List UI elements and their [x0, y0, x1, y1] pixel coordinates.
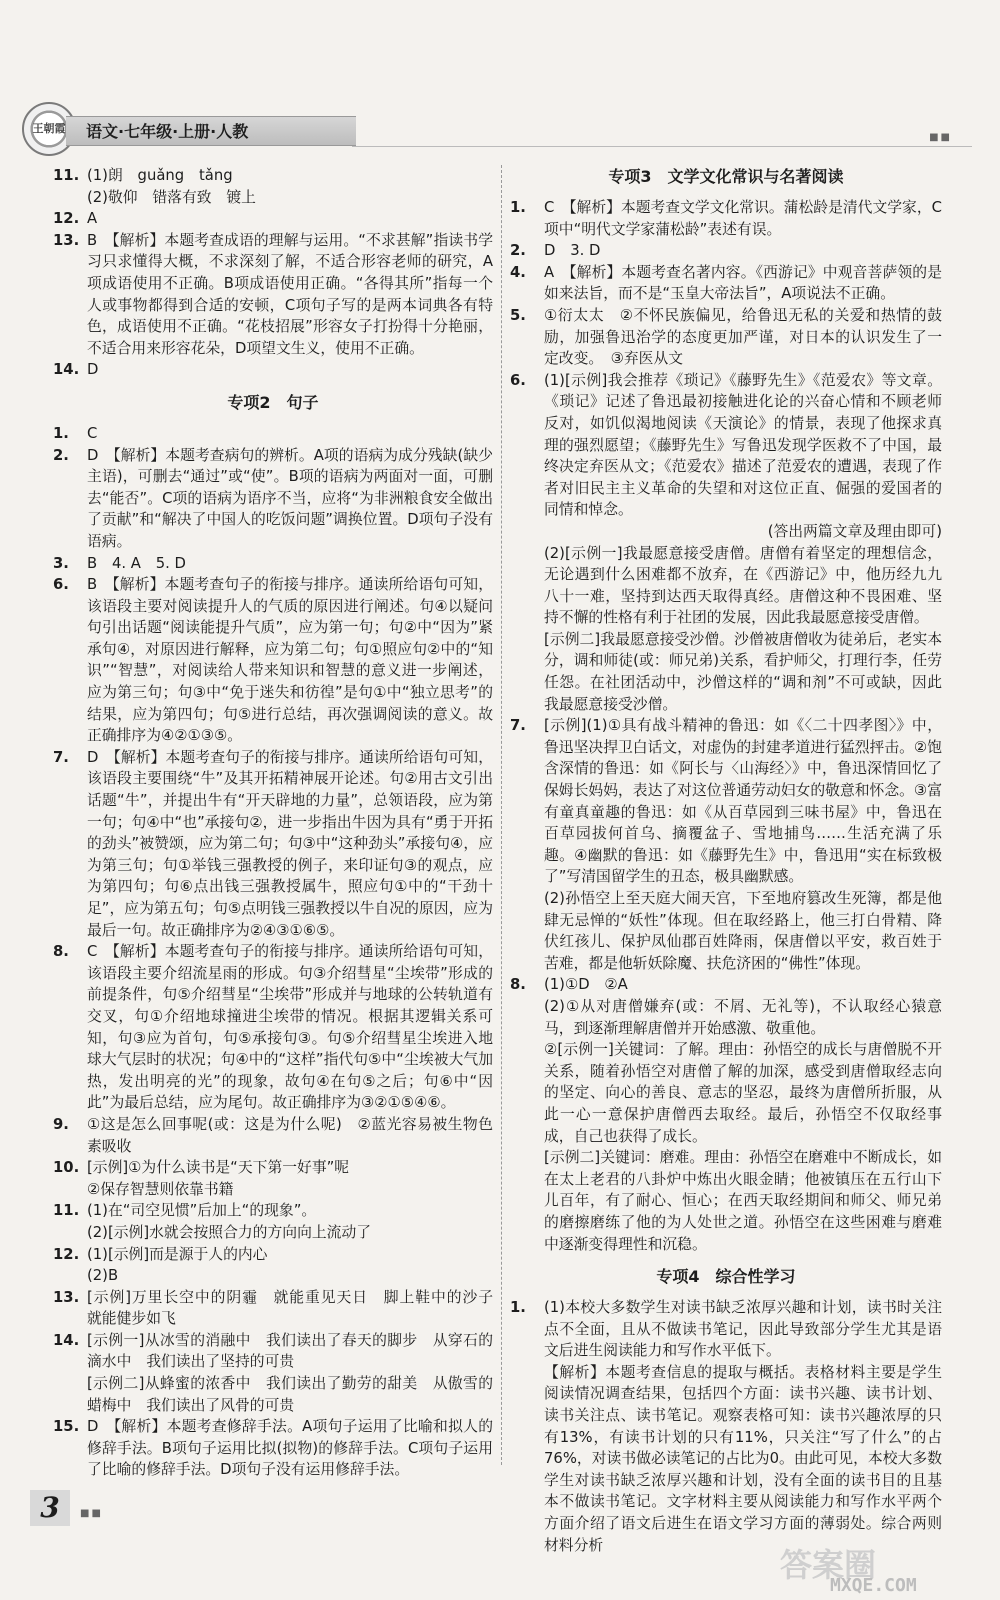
answer-number: 3.: [53, 554, 69, 572]
watermark-url: MXQE.COM: [830, 1575, 917, 1596]
answer-line: B 【解析】本题考查句子的衔接与排序。通读所给语句可知，该语段主要对阅读提升人的气质的原因进行阐述。句④以疑问句引出话题“阅读能提升气质”，应为第一句；句②中“因为”紧承句④，对原因进行解释，应为第二句；句①照应句②中的“知识”“智慧”，对阅读给人带来知识和智慧的意义进一步阐述，应为第三句；句③中“免于迷失和彷徨”是句①中“独立思考”的结果，应为第四句；句⑤进行总结，再次强调阅读的意义。故正确排序为④②①③⑤。: [87, 576, 493, 745]
subject-banner: 语文·七年级·上册·人教: [66, 116, 356, 146]
answer-number: 10.: [53, 1159, 80, 1177]
answer-number: 2.: [53, 446, 69, 464]
answer-line: (2)[示例一]我最愿意接受唐僧。唐僧有着坚定的理想信念，无论遇到什么困难都不放弃，在《西游记》中，他历经九九八十一难，坚持到达西天取得真经。唐僧这种不畏困难、坚持不懈的性格有利于社团的发展，因此我最愿意接受唐僧。: [544, 544, 942, 627]
answer-number: 7.: [53, 748, 69, 766]
answer-line: (2)B: [87, 1267, 119, 1285]
answer-item: [53, 165, 493, 208]
answer-line: [示例](1)①具有战斗精神的鲁迅：如《〈二十四孝图〉》中，鲁迅坚决捍卫白话文，对虚伪的封建孝道进行猛烈抨击。②饱含深情的鲁迅：如《阿长与〈山海经〉》中，鲁迅深情回忆了保姆长妈妈，表达了对这位普通劳动妇女的敬意和怀念。③富有童真童趣的鲁迅：如《从百草园到三味书屋》中，鲁迅在百草园拔何首乌、摘覆盆子、雪地捕鸟……生活充满了乐趣。④幽默的鲁迅：如《藤野先生》中，鲁迅用“实在标致极了”写清国留学生的丑态，极具幽默感。: [544, 717, 942, 886]
answer-number: 6.: [53, 576, 69, 594]
answer-item: [53, 747, 493, 941]
section-title-2: 专项2 句子: [227, 392, 319, 412]
header-rule: [352, 146, 972, 147]
answer-number: 1.: [510, 1299, 526, 1317]
answer-line: (2)孙悟空上至天庭大闹天宫，下至地府篡改生死簿，都是他肆无忌惮的“妖性”体现。但在取经路上，他三打白骨精、降伏红孩儿、保护凤仙郡百姓降雨，保唐僧以平安，救百姓于苦难，都是他斩妖除魔、扶危济困的“佛性”体现。: [544, 890, 942, 972]
answer-item: [53, 941, 493, 1114]
footer-dots: ■■: [80, 1508, 103, 1519]
answer-line: D 【解析】本题考查修辞手法。A项句子运用了比喻和拟人的修辞手法。B项句子运用比拟(拟物)的修辞手法。C项句子运用了比喻的修辞手法。D项句子没有运用修辞手法。: [87, 1418, 493, 1479]
answer-number: 1.: [510, 199, 526, 216]
answers-group-d: [510, 1297, 942, 1556]
answer-line: A 【解析】本题考查名著内容。《西游记》中观音菩萨领的是如来法旨，而不是“玉皇大帝法旨”，A项说法不正确。: [544, 263, 942, 303]
answer-line: [示例]万里长空中的阴霾 就能重见天日 脚上鞋中的沙子 就能健步如飞: [87, 1288, 508, 1328]
page-number: 3: [30, 1490, 70, 1526]
answer-number: 11.: [53, 167, 80, 184]
answers-group-b: [53, 423, 508, 1481]
answer-line: (1)本校大多数学生对读书缺乏浓厚兴趣和计划，读书时关注点不全面，且从不做读书笔记，因此导致部分学生尤其是语文后进生阅读能力和写作水平低下。: [544, 1299, 942, 1360]
logo-text: 王朝霞: [32, 122, 66, 135]
answer-item: [510, 370, 942, 716]
answer-number: 14.: [53, 361, 80, 379]
answers-group-c: [510, 197, 942, 1255]
answer-item: [53, 445, 493, 553]
answer-item: [510, 1297, 942, 1556]
answer-item: [510, 974, 942, 1255]
answer-line: (答出两篇文章及理由即可): [767, 522, 942, 540]
section-title-4: 专项4 综合性学习: [656, 1267, 796, 1287]
answer-line: (1)在“司空见惯”后加上“的现象”。: [87, 1202, 317, 1220]
answer-item: [510, 715, 942, 974]
answer-item: [53, 1114, 493, 1157]
answer-line: [示例二]从蜂蜜的浓香中 我们读出了勤劳的甜美 从傲雪的蜡梅中 我们读出了风骨的可贵: [87, 1375, 493, 1414]
answer-line: D: [87, 361, 99, 379]
answer-number: 12.: [53, 210, 80, 228]
answer-item: [53, 1287, 508, 1330]
answer-item: [53, 553, 493, 575]
column-divider: [501, 165, 502, 1465]
section-title-3: 专项3 文学文化常识与名著阅读: [608, 167, 844, 186]
answer-line: D 【解析】本题考查病句的辨析。A项的语病为成分残缺(缺少主语)，可删去“通过”或“使”。B项的语病为两面对一面，可删去“能否”。C项的语病为语序不当，应将“为非洲粮食安全做出了贡献”和“解决了中国人的吃饭问题”调换位置。D项句子没有语病。: [87, 446, 493, 550]
answer-number: 4.: [510, 263, 526, 281]
answer-number: 13.: [53, 231, 80, 249]
answer-line: ②保存智慧则依靠书籍: [87, 1180, 234, 1198]
answer-item: [53, 1157, 493, 1200]
answer-line: [示例一]从冰雪的消融中 我们读出了春天的脚步 从穿石的滴水中 我们读出了坚持的可贵: [87, 1331, 493, 1371]
answer-item: [53, 1330, 493, 1416]
header-dots: ■■: [929, 132, 952, 143]
answer-line: (2)敬仰 错落有致 镀上: [87, 188, 256, 206]
answer-number: 7.: [510, 717, 526, 735]
answer-number: 12.: [53, 1245, 80, 1263]
answer-number: 1.: [53, 424, 69, 442]
answer-item: [510, 262, 942, 305]
answer-number: 9.: [53, 1115, 69, 1133]
answer-line: ①这是怎么回事呢(或：这是为什么呢) ②蓝光容易被生物色素吸收: [87, 1115, 493, 1155]
answer-line: A: [87, 210, 98, 228]
answer-line: (1)①D ②A: [544, 976, 628, 994]
right-column: [510, 165, 942, 1556]
answer-line: C 【解析】本题考查文学文化常识。蒲松龄是清代文学家，C项中“明代文学家蒲松龄”表述有误。: [544, 199, 942, 238]
answer-line: (1)朗 guǎng tǎng: [87, 167, 233, 184]
answer-number: 11.: [53, 1202, 80, 1220]
answer-line: (1)[示例]我会推荐《琐记》《藤野先生》《范爱农》等文章。《琐记》记述了鲁迅最初接触进化论的兴奋心情和不顾老师反对，如饥似渴地阅读《天演论》的情景，表现了他探求真理的强烈愿望；《藤野先生》写鲁迅发现学医救不了中国，最终决定弃医从文；《范爱农》描述了范爱农的遭遇，表现了作者对旧民主主义革命的失望和对这位正直、倔强的爱国者的同情和悼念。: [544, 371, 942, 519]
answer-line: (2)①从对唐僧嫌弃(或：不屑、无礼等)，不认取经心猿意马，到逐渐理解唐僧并开始感激、敬重他。: [544, 997, 942, 1037]
answer-line: C 【解析】本题考查句子的衔接与排序。通读所给语句可知，该语段主要介绍流星雨的形成。句③介绍彗星“尘埃带”形成的前提条件，句⑤介绍彗星“尘埃带”形成并与地球的公转轨道有交叉，句①介绍地球撞进尘埃带的情况。根据其逻辑关系可知，句③应为首句，句⑤承接句③。句⑤介绍彗星尘埃进入地球大气层时的状况；句④中的“这样”指代句⑤中“尘埃被大气加热，发出明亮的光”的现象，故句④在句⑤之后；句⑥中“因此”为最后总结，应为尾句。故正确排序为③②①⑤④⑥。: [87, 943, 493, 1112]
answer-line: ①衍太太 ②不怀民族偏见，给鲁迅无私的关爱和热情的鼓励，加强鲁迅治学的态度更加严谨，对日本的认识发生了一定改变。 ③弃医从文: [544, 306, 942, 368]
answer-line: (1)[示例]而是源于人的内心: [87, 1245, 268, 1263]
answer-number: 14.: [53, 1331, 80, 1349]
answer-line: B 4. A 5. D: [87, 554, 186, 572]
answer-item: [510, 197, 942, 240]
answers-group-a: [53, 165, 493, 381]
answer-item: [53, 423, 493, 445]
answer-line: [示例二]我最愿意接受沙僧。沙僧被唐僧收为徒弟后，老实本分，调和师徒(或：师兄弟)关系，看护师父，打理行李，任劳任怨。在社团活动中，沙僧这样的“调和剂”不可或缺，因此我最愿意接受沙僧。: [544, 630, 942, 713]
answer-line: B 【解析】本题考查成语的理解与运用。“不求甚解”指读书学习只求懂得大概，不求深刻了解，不适合形容老师的研究，A项成语使用不正确。B项成语使用正确。“各得其所”指每一个人或事物都得到合适的安顿，C项句子写的是两本词典各有特色，成语使用不正确。“花枝招展”形容女子打扮得十分艳丽，不适合用来形容花朵，D项望文生义，使用不正确。: [87, 231, 493, 357]
answer-item: [53, 359, 493, 381]
answer-number: 2.: [510, 242, 526, 260]
answer-number: 8.: [510, 976, 526, 994]
answer-line: D 3. D: [544, 242, 601, 260]
watermark-logo: 答案圈: [780, 1546, 877, 1584]
answer-item: [510, 240, 942, 262]
answer-line: D 【解析】本题考查句子的衔接与排序。通读所给语句可知，该语段主要围绕“牛”及其开拓精神展开论述。句②用古文引出话题“牛”，并提出牛有“开天辟地的力量”，总领语段，应为第一句；句④中“也”承接句②，进一步指出牛因为具有“勇于开拓的劲头”被赞颂，应为第二句；句③中“这种劲头”承接句④，应为第三句；句①举钱三强教授的例子，来印证句③的观点，应为第四句；句⑥点出钱三强教授属牛，照应句①中的“干劲十足”，应为第五句；句⑤点明钱三强教授以牛自况的原因，应为最后一句。故正确排序为②④③①⑥⑤。: [87, 748, 493, 939]
answer-number: 5.: [510, 306, 526, 324]
page-header: [22, 102, 982, 160]
answer-item: [53, 1200, 493, 1243]
answer-item: [53, 574, 493, 747]
answer-item: [53, 1416, 493, 1481]
answer-number: 13.: [53, 1288, 80, 1306]
left-column: [53, 165, 508, 1481]
answer-item: [53, 1244, 493, 1287]
answer-number: 8.: [53, 943, 69, 961]
answer-line: C: [87, 424, 98, 442]
answer-item: [53, 208, 493, 230]
answer-line: ②[示例一]关键词：了解。理由：孙悟空的成长与唐僧脱不开关系，随着孙悟空对唐僧了解的加深，感受到唐僧取经志向的坚定、向心的善良、意志的坚忍，最终为唐僧所折服，从此一心一意保护唐僧西去取经。最后，孙悟空不仅取经事成，自己也获得了成长。: [544, 1041, 942, 1145]
answer-line: 【解析】本题考查信息的提取与概括。表格材料主要是学生阅读情况调查结果，包括四个方面：读书兴趣、读书计划、读书关注点、读书笔记。观察表格可知：读书兴趣浓厚的只有13%，有读书计划的只有11%，只关注“写了什么”的占76%，对读书做必读笔记的占比为0。由此可见，本校大多数学生对读书缺乏浓厚兴趣和计划，没有全面的读书目的且基本不做读书笔记。文字材料主要从阅读能力和写作水平两个方面介绍了语文后进生在语文学习方面的薄弱处。综合两则材料分析: [544, 1363, 942, 1554]
answer-line: [示例二]关键词：磨难。理由：孙悟空在磨难中不断成长，如在太上老君的八卦炉中炼出火眼金睛；他被镇压在五行山下儿百年，有了耐心、恒心；在西天取经期间和师父、师兄弟的磨擦磨练了他的为人处世之道。孙悟空在这些困难与磨难中逐渐变得理性和沉稳。: [544, 1149, 942, 1253]
page-footer: [30, 1490, 230, 1530]
answer-number: 6.: [510, 371, 526, 389]
answer-item: [510, 305, 942, 370]
answer-number: 15.: [53, 1418, 80, 1436]
answer-line: (2)[示例]水就会按照合力的方向向上流动了: [87, 1223, 372, 1241]
answer-line: [示例]①为什么读书是“天下第一好事”呢: [87, 1159, 350, 1177]
answer-item: [53, 230, 493, 360]
